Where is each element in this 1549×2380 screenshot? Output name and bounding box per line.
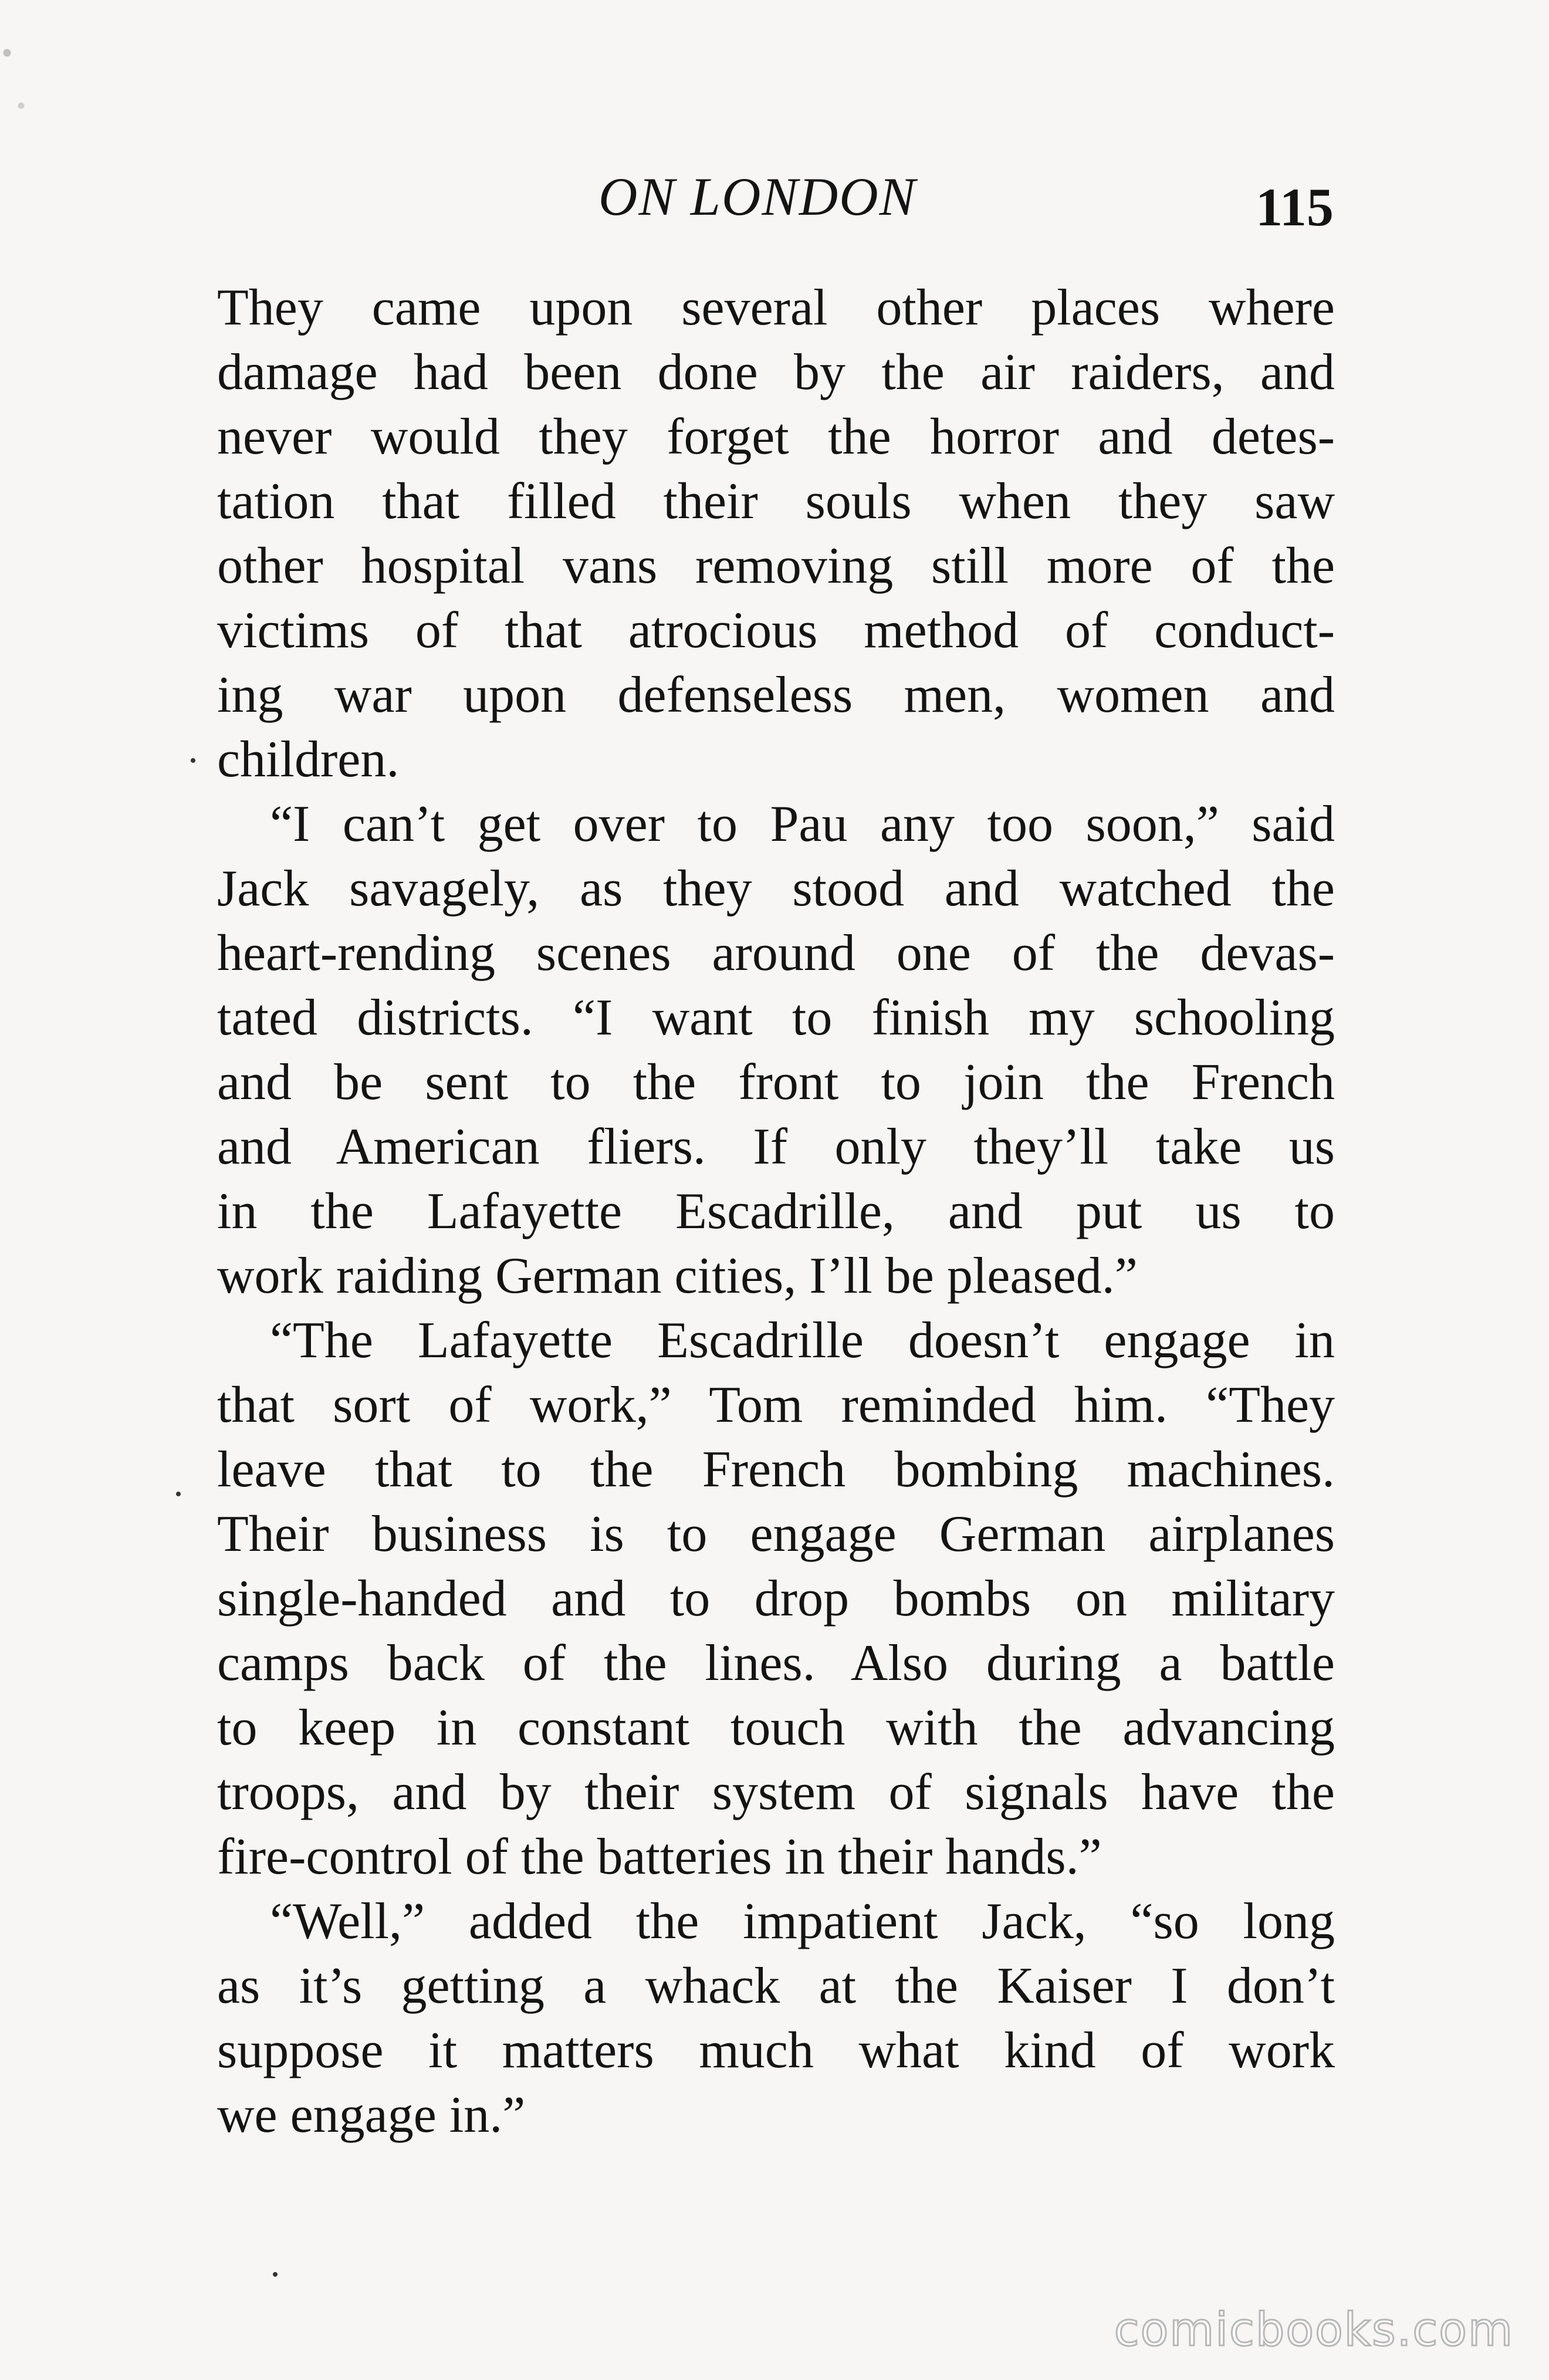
page-number: 115 <box>1256 177 1334 237</box>
text-line: “The Lafayette Escadrille doesn’t engage in <box>270 1312 1335 1369</box>
margin-mark <box>273 2272 278 2277</box>
text-line: victims of that atrocious method of conduct- <box>217 602 1335 659</box>
text-line: camps back of the lines. Also during a battle <box>217 1635 1335 1692</box>
text-line: Their business is to engage German airplanes <box>217 1506 1335 1563</box>
text-line: in the Lafayette Escadrille, and put us to <box>217 1183 1335 1240</box>
text-line: damage had been done by the air raiders, and <box>217 344 1335 401</box>
text-line: tation that filled their souls when they saw <box>217 473 1335 530</box>
text-line: and be sent to the front to join the French <box>217 1054 1335 1111</box>
watermark: comicbooks.com <box>1114 2304 1514 2357</box>
page-edge-speckle <box>0 0 35 176</box>
text-line: as it’s getting a whack at the Kaiser I don’t <box>217 1958 1335 2014</box>
text-line: heart-rending scenes around one of the devas- <box>217 925 1335 982</box>
text-line: “I can’t get over to Pau any too soon,” said <box>270 796 1335 853</box>
text-line: ing war upon defenseless men, women and <box>217 667 1335 724</box>
text-line: work raiding German cities, I’ll be pleased.” <box>217 1248 1138 1304</box>
text-line: other hospital vans removing still more of the <box>217 537 1335 594</box>
text-line: single-handed and to drop bombs on military <box>217 1570 1335 1627</box>
text-line: fire-control of the batteries in their hands.” <box>217 1828 1102 1885</box>
text-line: children. <box>217 731 400 788</box>
text-line: that sort of work,” Tom reminded him. “They <box>217 1377 1335 1434</box>
running-title: ON LONDON <box>598 167 917 226</box>
margin-mark <box>176 1492 181 1496</box>
text-line: “Well,” added the impatient Jack, “so long <box>270 1893 1335 1950</box>
text-line: tated districts. “I want to finish my schooling <box>217 989 1335 1046</box>
text-line: They came upon several other places where <box>217 279 1335 336</box>
text-line: never would they forget the horror and detes- <box>217 408 1335 465</box>
text-line: troops, and by their system of signals have the <box>217 1764 1335 1821</box>
text-line: Jack savagely, as they stood and watched the <box>217 860 1335 917</box>
text-line: to keep in constant touch with the advancing <box>217 1699 1335 1756</box>
margin-mark <box>191 758 195 763</box>
text-line: suppose it matters much what kind of work <box>217 2022 1335 2079</box>
body-text <box>217 276 1335 2148</box>
text-line: leave that to the French bombing machines. <box>217 1441 1335 1498</box>
text-line: and American fliers. If only they’ll take us <box>217 1118 1335 1175</box>
text-line: we engage in.” <box>217 2087 526 2144</box>
